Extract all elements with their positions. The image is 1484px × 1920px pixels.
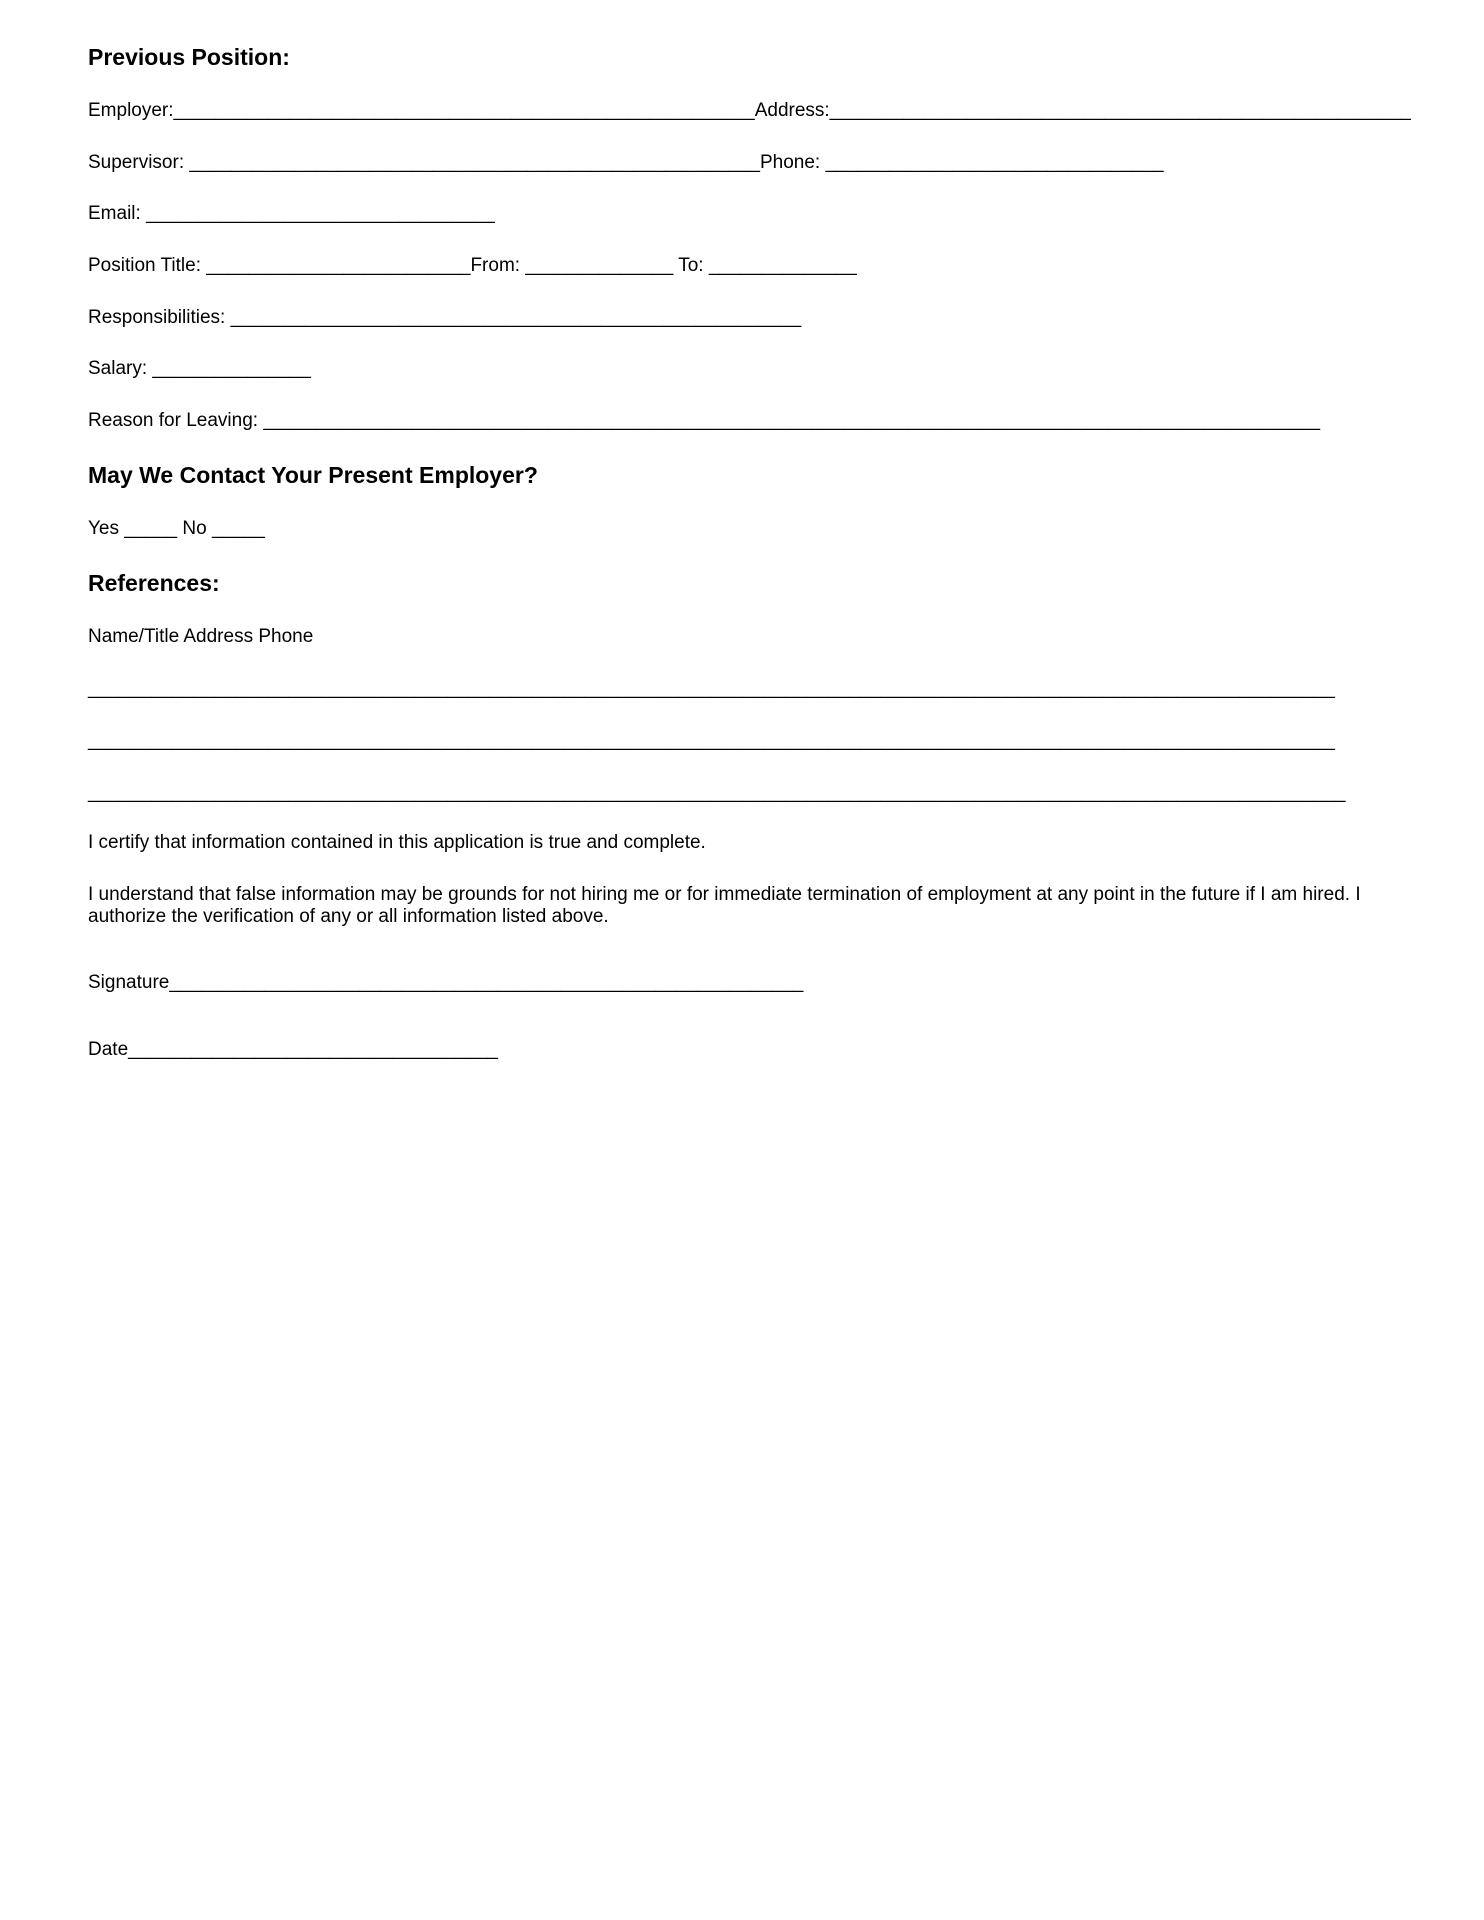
reference-line-3[interactable]: _______________________________________________________________________________________________________________________	[88, 782, 1346, 803]
reason-for-leaving-field[interactable]: Reason for Leaving: ____________________________________________________________________________________________________	[88, 410, 1321, 431]
date-field[interactable]: Date___________________________________	[88, 1039, 498, 1060]
email-field[interactable]: Email: _________________________________	[88, 203, 495, 224]
salary-field[interactable]: Salary: _______________	[88, 358, 311, 379]
reference-line-2[interactable]: ______________________________________________________________________________________________________________________	[88, 730, 1335, 751]
signature-field[interactable]: Signature____________________________________________________________	[88, 972, 804, 993]
references-heading: References:	[88, 570, 220, 596]
certify-statement: I certify that information contained in this application is true and complete.	[88, 832, 706, 853]
reference-line-1[interactable]: ______________________________________________________________________________________________________________________	[88, 678, 1335, 699]
contact-employer-heading: May We Contact Your Present Employer?	[88, 462, 538, 488]
previous-position-heading: Previous Position:	[88, 44, 290, 70]
responsibilities-field[interactable]: Responsibilities: ______________________________________________________	[88, 307, 802, 328]
understand-statement: I understand that false information may be grounds for not hiring me or for immediate termination of employment at any point in the future if I am hired. I authorize the verification of any or all information listed above.	[88, 884, 1361, 927]
position-title-dates-field[interactable]: Position Title: _________________________From: ______________ To: ______________	[88, 255, 857, 276]
employer-address-field[interactable]: Employer:_______________________________________________________Address:_______________________________________________________	[88, 100, 1411, 121]
supervisor-phone-field[interactable]: Supervisor: ______________________________________________________Phone: ________________________________	[88, 152, 1164, 173]
contact-yes-no-field[interactable]: Yes _____ No _____	[88, 518, 265, 539]
references-column-labels: Name/Title Address Phone	[88, 626, 314, 647]
